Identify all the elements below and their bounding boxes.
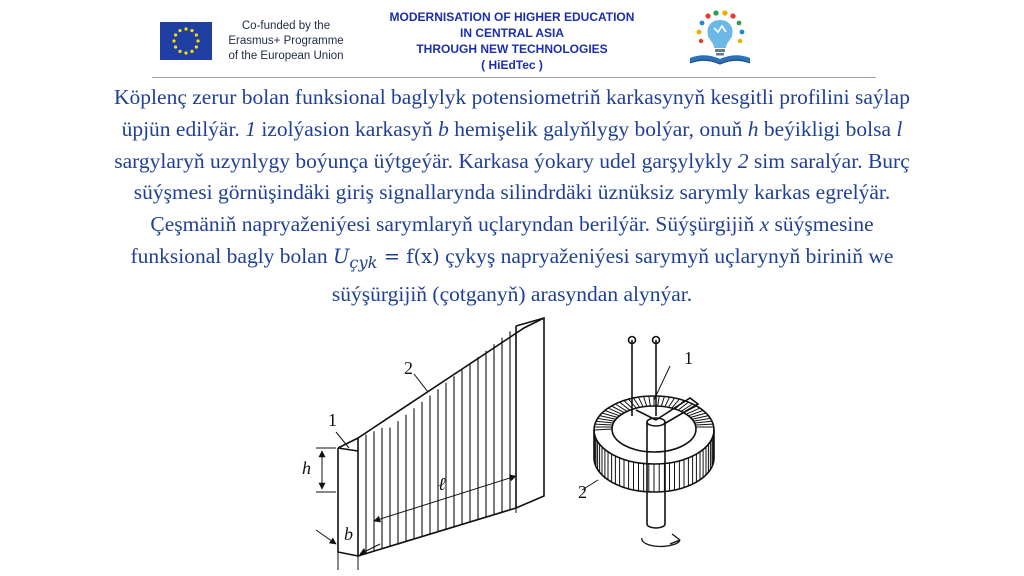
formula-lhs: U (332, 244, 350, 268)
winding-turn (639, 397, 644, 407)
label-b: b (344, 524, 353, 544)
eu-caption-line: Erasmus+ Programme (228, 35, 344, 47)
eu-flag-icon (160, 22, 212, 60)
text-span: izolýasion karkasyň (255, 116, 439, 141)
text-span: funksional bagly bolan (130, 243, 333, 268)
eu-star-icon (190, 29, 193, 32)
eu-caption-line: Co-funded by the (241, 20, 331, 32)
text-span: sim saralýar. Burç (748, 148, 910, 173)
paragraph-line (10, 146, 1014, 178)
winding-turn (695, 421, 712, 423)
eu-star-icon (195, 33, 198, 36)
text-span: Köplenç zerur bolan funksional baglylyk potensiometriň karkasynyň kesgitli profilini saýlap (114, 85, 910, 109)
italic-symbol: h (747, 116, 759, 141)
text-span: beýikligi bolsa (758, 116, 897, 141)
winding-turn (595, 424, 613, 425)
winding-turn (605, 411, 620, 416)
paragraph-line (10, 209, 1014, 241)
winding-turn (596, 421, 613, 423)
header (0, 0, 1024, 80)
italic-symbol: x (759, 212, 770, 237)
winding-turn (620, 402, 630, 410)
winding-turn (644, 397, 647, 407)
eu-star-icon (172, 39, 175, 42)
eu-caption-line: of the European Union (228, 50, 344, 62)
label-h: h (302, 458, 311, 478)
eu-star-icon (184, 51, 187, 54)
winding-turn (612, 406, 625, 413)
winding-turn (695, 424, 713, 425)
winding-turn (658, 396, 660, 406)
eu-star-icon (195, 45, 198, 48)
formula-subscript: çyk (349, 252, 378, 272)
label-1-torus: 1 (684, 348, 693, 368)
italic-symbol: l (896, 116, 903, 141)
italic-symbol: 2 (737, 148, 749, 173)
eu-star-icon (190, 50, 193, 53)
paragraph-line (10, 279, 1014, 311)
paragraph-line (10, 82, 1014, 114)
winding-turn (594, 429, 612, 430)
italic-symbol: b (438, 116, 449, 141)
paragraph-line (10, 114, 1014, 146)
output-voltage-formula (332, 244, 440, 272)
header-divider (152, 77, 876, 78)
winding-turn (615, 404, 627, 411)
text-span: çykyş napryaženiýesi sarymyň uçlarynyň biriniň we (439, 243, 894, 268)
eu-star-icon (174, 45, 177, 48)
winding-turn (608, 408, 622, 414)
project-title-line: THROUGH NEW TECHNOLOGIES (416, 42, 608, 56)
eu-caption (221, 19, 351, 64)
winding-turn (661, 397, 664, 407)
toroidal-potentiometer-drawing (582, 337, 714, 547)
formula-rhs: = f(x) (377, 244, 440, 268)
italic-symbol: 1 (245, 116, 256, 141)
paragraph-line (10, 177, 1014, 209)
eu-star-icon (178, 50, 181, 53)
project-title-line: MODERNISATION OF HIGHER EDUCATION (389, 10, 635, 24)
eu-star-icon (178, 29, 181, 32)
paragraph-line (10, 241, 1014, 279)
label-2-wire: 2 (404, 358, 413, 378)
hiedtec-logo-icon (684, 8, 756, 70)
text-span: süýşmesine (769, 212, 874, 237)
eu-star-icon (184, 27, 187, 30)
label-1-frame: 1 (328, 410, 337, 430)
winding-turn (688, 411, 703, 416)
winding-turn (665, 397, 670, 407)
body-paragraph (10, 82, 1014, 310)
label-2-torus: 2 (578, 482, 587, 502)
text-span: Çeşmäniň napryaženiýesi sarymlaryň uçlaryndan berilýär. Süýşürgijiň (150, 212, 760, 237)
eu-star-icon (196, 39, 199, 42)
text-span: üpjün edilýär. (121, 116, 246, 141)
potentiometer-diagram (286, 308, 746, 576)
text-span: hemişelik galyňlygy bolýar, onuň (448, 116, 748, 141)
project-title-line: IN CENTRAL ASIA (459, 26, 564, 40)
text-span: süýşürgijiň (çotganyň) arasyndan alynýar. (331, 281, 693, 306)
winding-turn (649, 396, 651, 406)
label-l: ℓ (438, 474, 446, 494)
eu-star-icon (174, 33, 177, 36)
project-title (352, 9, 672, 73)
project-title-line: ( HiEdTec ) (481, 58, 543, 72)
text-span: süýşmesi görnüşindäki giriş signallarynda silindrdäki üznüksiz sarymly karkas egrelýär. (133, 180, 891, 205)
text-span: sargylaryň uzynlygy boýunça üýtgeýär. Karkasa ýokary udel garşylykly (114, 148, 738, 173)
